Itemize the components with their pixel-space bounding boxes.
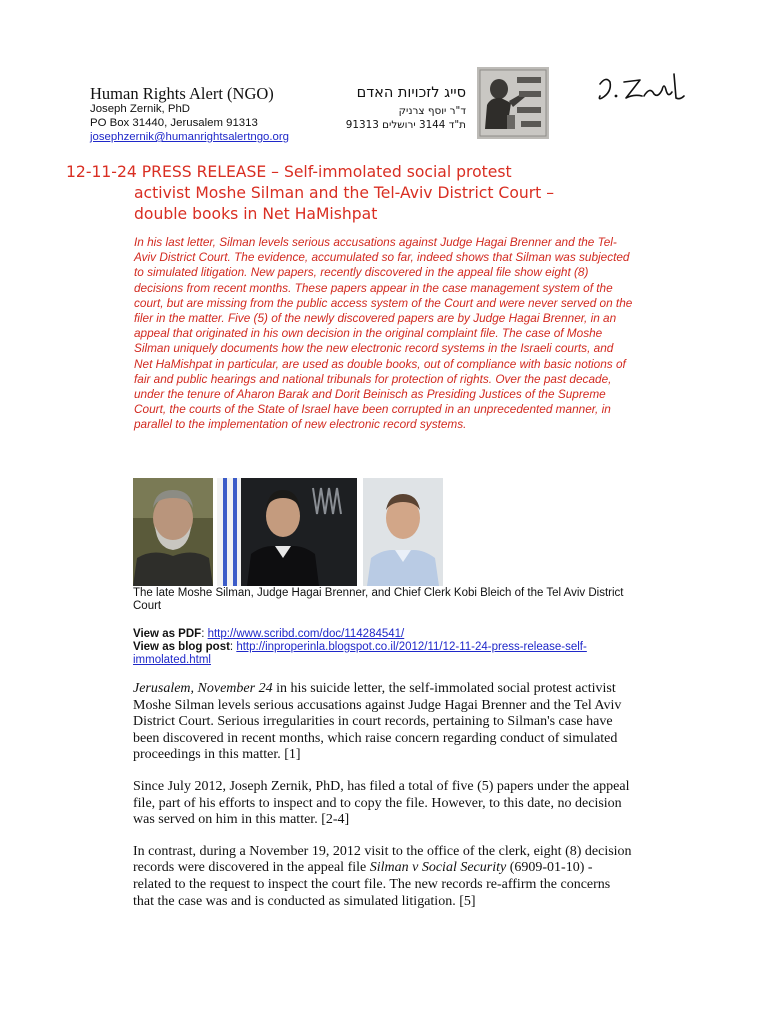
body-paragraph-1: Jerusalem, November 24 in his suicide letter, the self-immolated social protest activist Moshe Silman levels serious accusations against Judge Hagai Brenner and the Tel Aviv District Court. Serious irregularities in court records, pertaining to Silman's case have been discovered in recent months, which raise concern regarding conduct of simulated proceedings in this matter. [1] [133, 681, 622, 763]
contact-email-link[interactable]: josephzernik@humanrightsalertngo.org [90, 131, 289, 143]
blog-link-row: View as blog post: http://inproperinla.blogspot.co.il/2012/11/12-11-24-press-release-self-immolated.html [133, 641, 587, 666]
photo-moshe-silman [133, 478, 213, 586]
view-links [133, 628, 653, 667]
blog-link[interactable]: http://inproperinla.blogspot.co.il/2012/11/12-11-24-press-release-self-immolated.html [133, 641, 587, 666]
org-name-english: Human Rights Alert (NGO) [90, 84, 274, 103]
abstract-paragraph: In his last letter, Silman levels serious accusations against Judge Hagai Brenner and the Tel-Aviv District Court. The evidence, accumulated so far, indeed shows that Silman was subjected to simulated litigation. New papers, recently discovered in the appeal file show eight (8) decisions from recent months. These papers appear in the case management system of the court, but are missing from the public access system of the Court and were never served on the filer in the matter. Five (5) of the newly discovered papers are by Judge Hagai Brenner, in an appeal that originated in his own decision in the original complaint file. The case of Moshe Silman uniquely documents how the new electronic record systems in the Israeli courts, and Net HaMishpat in particular, are used as double books, out of compliance with basic notions of fair and public hearings and national tribunals for protection of rights. Over the past decade, under the tenure of Aharon Barak and Dorit Beinisch as Presiding Justices of the Supreme Court, the courts of the State of Israel have been corrupted in an unprecedented manner, in parallel to the implementation of new electronic record systems. [134, 235, 633, 432]
photo-strip [133, 478, 443, 586]
org-name-hebrew: סייג לזכויות האדם [356, 85, 466, 101]
contact-address-hebrew: ת"ד 3144 ירושלים 91313 [345, 119, 466, 131]
case-name: Silman v Social Security [369, 860, 507, 876]
headline-line-1: 12-11-24 PRESS RELEASE – Self-immolated social protest [66, 163, 512, 181]
handwritten-signature-icon [594, 70, 690, 108]
contact-address: PO Box 31440, Jerusalem 91313 [90, 117, 258, 129]
contact-block-english [90, 102, 289, 144]
headline-line-2: activist Moshe Silman and the Tel-Aviv District Court – [134, 184, 555, 202]
letterhead [0, 0, 768, 150]
body-paragraph-3: In contrast, during a November 19, 2012 visit to the office of the clerk, eight (8) decision records were discovered in the appeal file Silman v Social Security (6909-01-10) - related to the request to inspect the court file. The new records re-affirm the concerns that the case was and is conducted as simulated litigation. [5] [133, 843, 632, 909]
organization-logo-icon [477, 67, 549, 139]
blog-link-label: View as blog post [133, 641, 230, 653]
contact-person-hebrew: ד"ר יוסף צרניק [398, 105, 466, 117]
photo-kobi-bleich [363, 478, 443, 586]
photo-judge-hagai-brenner [217, 478, 357, 586]
dateline: Jerusalem, November 24 [133, 681, 273, 696]
headline-line-3: double books in Net HaMishpat [134, 205, 378, 223]
press-release-headline [66, 162, 706, 225]
pdf-link-label: View as PDF [133, 628, 202, 640]
body-paragraph-2: Since July 2012, Joseph Zernik, PhD, has filed a total of five (5) papers under the appeal file, part of his efforts to inspect and to copy the file. However, to this date, no decision was served on him in this matter. [2-4] [133, 778, 630, 828]
pdf-link-row: View as PDF: http://www.scribd.com/doc/114284541/ [133, 628, 405, 640]
photo-caption: The late Moshe Silman, Judge Hagai Brenner, and Chief Clerk Kobi Bleich of the Tel Aviv District Court [133, 587, 624, 612]
pdf-link[interactable]: http://www.scribd.com/doc/114284541/ [207, 628, 405, 640]
press-release-body [133, 681, 633, 925]
contact-block-hebrew [346, 104, 466, 132]
contact-person: Joseph Zernik, PhD [90, 103, 191, 115]
